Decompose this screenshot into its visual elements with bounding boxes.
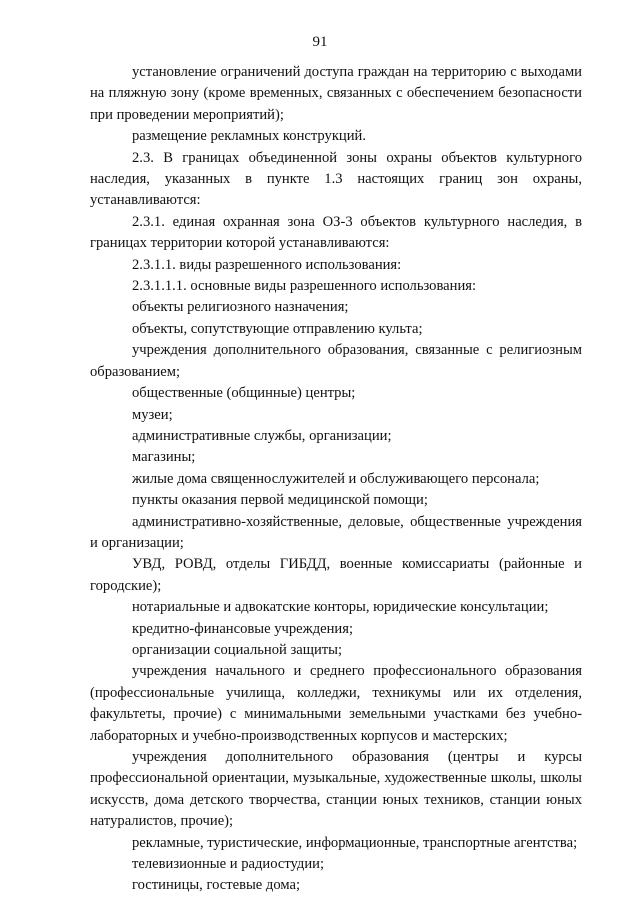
- paragraph: 2.3. В границах объединенной зоны охраны объектов культурного наследия, указанных в пункте 1.3 настоящих границ зон охраны, устанавливаются:: [90, 149, 582, 209]
- paragraph: 2.3.1. единая охранная зона ОЗ-3 объектов культурного наследия, в границах территории которой устанавливаются:: [90, 213, 582, 252]
- paragraph: размещение рекламных конструкций.: [132, 128, 366, 145]
- paragraph: магазины;: [132, 449, 196, 466]
- paragraph: кредитно-финансовые учреждения;: [132, 620, 353, 637]
- paragraph: учреждения начального и среднего профессионального образования (профессиональные училища, колледжи, техникумы или их отделения, факультеты, прочие) с минимальными земельными участками без учебно-лабораторных и учебно-производственных корпусов и мастерских;: [90, 663, 582, 744]
- paragraph: объекты религиозного назначения;: [132, 299, 349, 316]
- paragraph: гостиницы, гостевые дома;: [132, 877, 301, 894]
- paragraph: административные службы, организации;: [132, 427, 392, 444]
- paragraph: музеи;: [132, 406, 173, 423]
- paragraph: объекты, сопутствующие отправлению культа;: [132, 320, 423, 337]
- paragraph: административно-хозяйственные, деловые, общественные учреждения и организации;: [90, 513, 582, 551]
- paragraph: организации социальной защиты;: [132, 641, 343, 658]
- paragraph: 2.3.1.1.1. основные виды разрешенного использования:: [132, 278, 477, 295]
- paragraph: УВД, РОВД, отделы ГИБДД, военные комиссариаты (районные и городские);: [90, 556, 582, 594]
- paragraph: 2.3.1.1. виды разрешенного использования:: [132, 256, 402, 273]
- paragraph: учреждения дополнительного образования, связанные с религиозным образованием;: [90, 342, 582, 380]
- paragraph: общественные (общинные) центры;: [132, 385, 356, 402]
- paragraph: установление ограничений доступа граждан на территорию с выходами на пляжную зону (кроме временных, связанных с обеспечением безопасности при проведении мероприятий);: [90, 64, 582, 123]
- document-body: [90, 62, 582, 897]
- paragraph: нотариальные и адвокатские конторы, юридические консультации;: [132, 599, 549, 616]
- paragraph: пункты оказания первой медицинской помощи;: [132, 492, 428, 509]
- paragraph: учреждения дополнительного образования (центры и курсы профессиональной ориентации, музыкальные, художественные школы, школы искусств, дома детского творчества, станции юных техников, станции юных натуралистов, прочие);: [90, 749, 582, 830]
- paragraph: жилые дома священнослужителей и обслуживающего персонала;: [132, 470, 540, 487]
- paragraph: телевизионные и радиостудии;: [132, 856, 325, 873]
- page-number: 91: [312, 34, 328, 50]
- paragraph: рекламные, туристические, информационные, транспортные агентства;: [132, 834, 578, 851]
